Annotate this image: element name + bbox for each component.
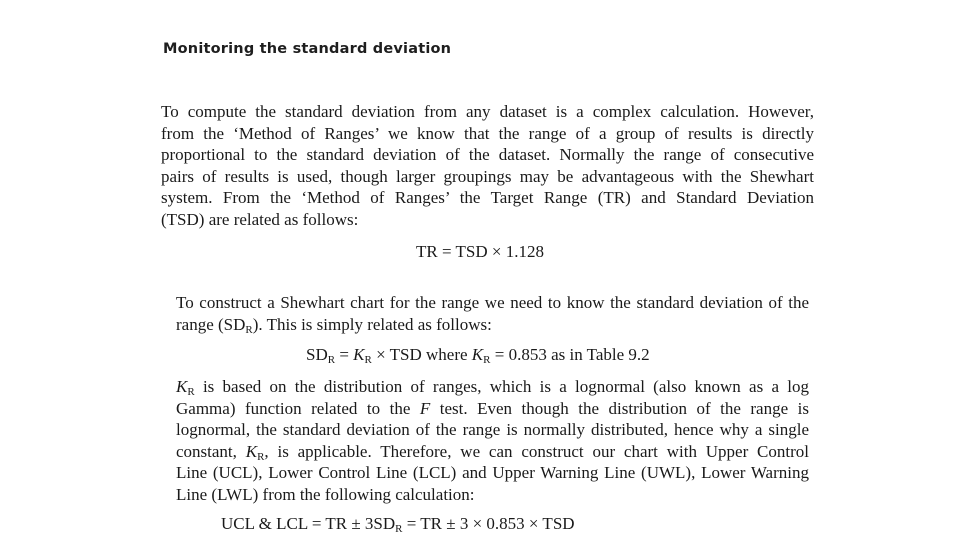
text-line: proportional to the standard deviation of the dataset. Normally the range of consecutive [161, 145, 814, 165]
section-heading: Monitoring the standard deviation [163, 41, 452, 57]
equation-control-lines: UCL & LCL = TR ± $3SD_R$ = TR ± 3 × 0.853 × TSD [221, 514, 575, 535]
text-line: Line (UCL), Lower Control Line (LCL) and Upper Warning Line (UWL), Lower Warning [176, 463, 809, 483]
text-line: Line (LWL) from the following calculation: [176, 484, 475, 504]
text-line: pairs of results is used, though larger groupings may be advantageous with the Shewhart [161, 166, 814, 186]
text-line: $K_R$ is based on the distribution of ranges, which is a lognormal (also known as a log [176, 377, 809, 398]
text-line: system. From the ‘Method of Ranges’ the Target Range (TR) and Standard Deviation [161, 188, 814, 208]
text-line: lognormal, the standard deviation of the range is normally distributed, hence why a single [176, 420, 809, 440]
text-line: To compute the standard deviation from any dataset is a complex calculation. However, [161, 102, 814, 121]
text-line: To construct a Shewhart chart for the range we need to know the standard deviation of the [176, 293, 809, 312]
text-line: range $(SD_R)$. This is simply related as follows: [176, 314, 492, 336]
paragraph-method-of-ranges [161, 101, 814, 231]
equation-target-range: TR = TSD × 1.128 [416, 242, 544, 261]
text-line: Gamma) function related to the F test. Even though the distribution of the range is [176, 398, 809, 418]
text-line: from the ‘Method of Ranges’ we know that the range of a group of results is directly [161, 123, 814, 143]
paragraph-shewhart-range [176, 292, 809, 335]
paragraph-kr-distribution [176, 376, 809, 506]
text-line: constant, $K_R$, is applicable. Therefore, we can construct our chart with Upper Control [176, 441, 809, 463]
equation-sd-range: $SD_R = K_R$ × TSD where $K_R = 0.853$ as in Table 9.2 [306, 345, 650, 366]
text-line: (TSD) are related as follows: [161, 209, 359, 229]
